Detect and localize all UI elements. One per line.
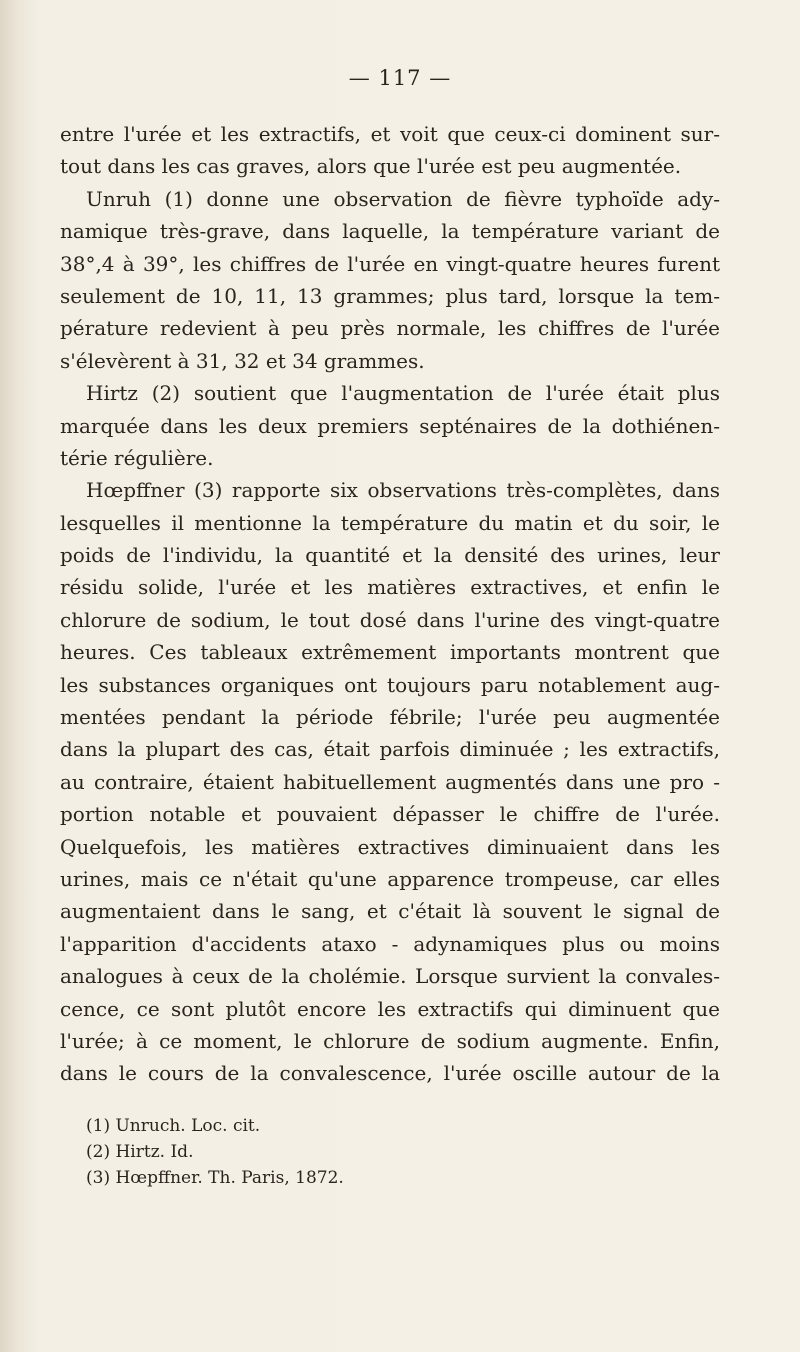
text-line: Hirtz (2) soutient que l'augmentation de l'urée était plus xyxy=(86,381,720,406)
text-line: entre l'urée et les extractifs, et voit que ceux-ci dominent sur- xyxy=(60,122,720,146)
text-line: s'élevèrent à 31, 32 et 34 grammes. xyxy=(60,348,425,373)
text-line: heures. Ces tableaux extrêmement importants montrent que xyxy=(60,640,720,665)
text-line: les substances organiques ont toujours paru notablement aug- xyxy=(60,672,720,697)
text-line: Unruh (1) donne une observation de fièvre typhoïde ady- xyxy=(86,186,720,211)
text-line: dans le cours de la convalescence, l'urée oscille autour de la xyxy=(60,1061,720,1086)
text-line: résidu solide, l'urée et les matières extractives, et enfin le xyxy=(60,575,720,600)
text-line: cence, ce sont plutôt encore les extractifs qui diminuent que xyxy=(60,996,720,1021)
text-line: lesquelles il mentionne la température du matin et du soir, le xyxy=(60,510,720,535)
text-line: tout dans les cas graves, alors que l'urée est peu augmentée. xyxy=(60,154,682,179)
text-line: pérature redevient à peu près normale, les chiffres de l'urée xyxy=(60,316,720,341)
page-number: — 117 — xyxy=(348,66,452,90)
text-line: poids de l'individu, la quantité et la densité des urines, leur xyxy=(60,543,720,568)
text-line: mentées pendant la période fébrile; l'urée peu augmentée xyxy=(60,705,720,730)
footnotes xyxy=(86,1113,706,1191)
text-line: au contraire, étaient habituellement augmentés dans une pro - xyxy=(60,769,720,794)
text-line: dans la plupart des cas, était parfois diminuée ; les extractifs, xyxy=(60,737,720,762)
text-line: analogues à ceux de la cholémie. Lorsque survient la convales- xyxy=(60,964,720,989)
text-line: Hœpffner (3) rapporte six observations très-complètes, dans xyxy=(86,478,720,503)
text-line: augmentaient dans le sang, et c'était là souvent le signal de xyxy=(60,899,720,924)
text-line: 38°,4 à 39°, les chiffres de l'urée en vingt-quatre heures furent xyxy=(60,251,720,276)
footnote: (1) Unruch. Loc. cit. xyxy=(86,1116,261,1136)
text-line: urines, mais ce n'était qu'une apparence trompeuse, car elles xyxy=(60,866,720,891)
body-text xyxy=(60,118,720,1090)
text-line: marquée dans les deux premiers septénaires de la dothiénen- xyxy=(60,413,720,438)
text-line: l'apparition d'accidents ataxo - adynamiques plus ou moins xyxy=(60,931,720,956)
text-line: namique très-grave, dans laquelle, la température variant de xyxy=(60,219,720,244)
text-line: l'urée; à ce moment, le chlorure de sodium augmente. Enfin, xyxy=(60,1028,720,1053)
text-line: Quelquefois, les matières extractives diminuaient dans les xyxy=(60,834,720,859)
text-line: térie régulière. xyxy=(60,445,214,470)
text-line: portion notable et pouvaient dépasser le chiffre de l'urée. xyxy=(60,802,720,827)
footnote: (3) Hœpffner. Th. Paris, 1872. xyxy=(86,1168,344,1188)
footnote: (2) Hirtz. Id. xyxy=(86,1142,194,1162)
text-line: chlorure de sodium, le tout dosé dans l'urine des vingt-quatre xyxy=(60,607,720,632)
text-line: seulement de 10, 11, 13 grammes; plus tard, lorsque la tem- xyxy=(60,283,720,308)
